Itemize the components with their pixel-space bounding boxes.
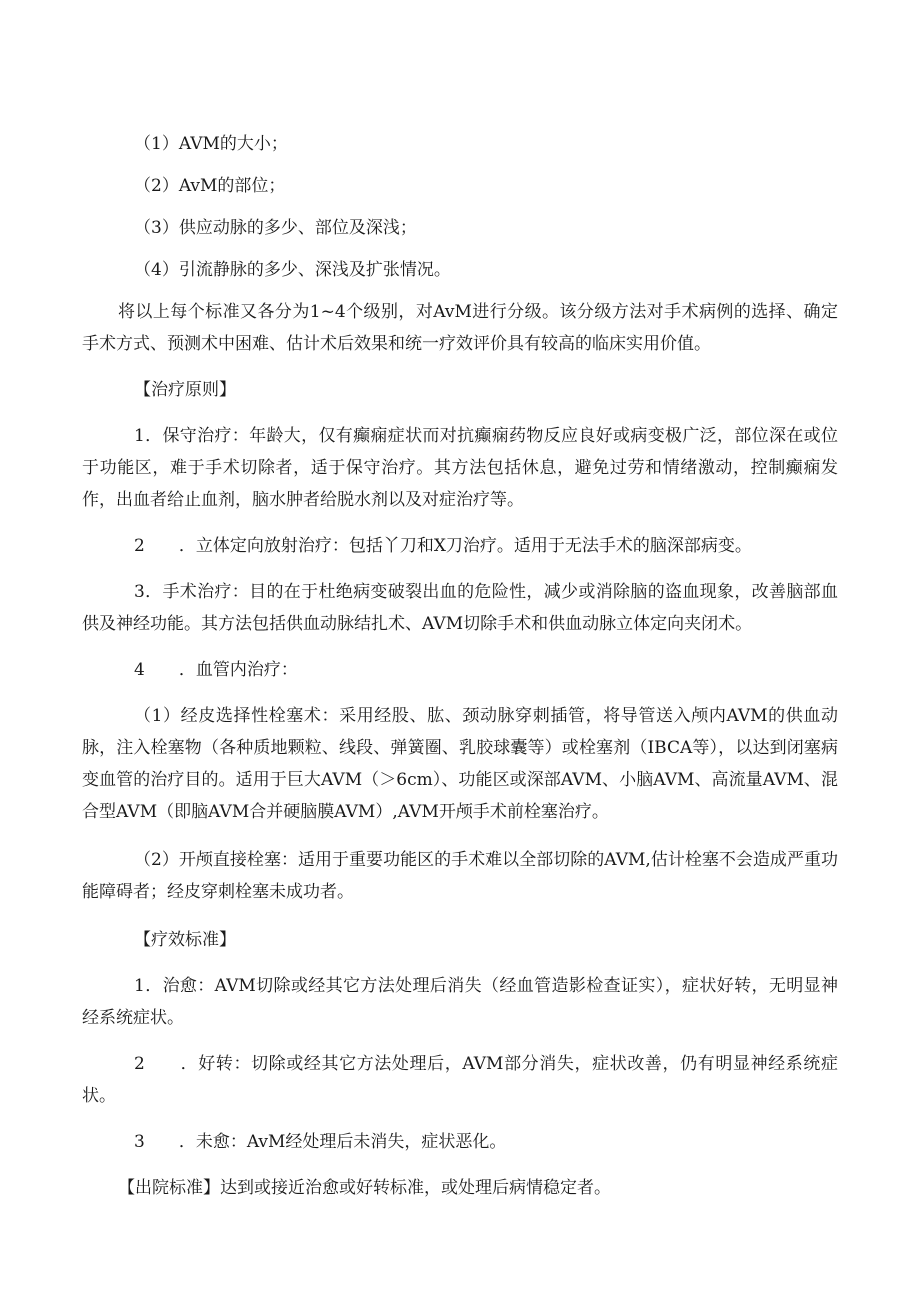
efficacy-improved: 2 ．好转：切除或经其它方法处理后，AVM部分消失，症状改善，仍有明显神经系统症状。 (82, 1054, 838, 1106)
efficacy-not-cured: 3 ．未愈：AvM经处理后未消失，症状恶化。 (134, 1132, 507, 1152)
grading-paragraph: 将以上每个标准又各分为1~4个级别，对AvM进行分级。该分级方法对手术病例的选择、确定手术方式、预测术中困难、估计术后效果和统一疗效评价具有较高的临床实用价值。 (82, 302, 838, 354)
treatment-surgery: 3．手术治疗：目的在于杜绝病变破裂出血的危险性，减少或消除脑的盗血现象，改善脑部血供及神经功能。其方法包括供血动脉结扎术、AVM切除手术和供血动脉立体定向夹闭术。 (82, 582, 838, 634)
criterion-draining-veins: （4）引流静脉的多少、深浅及扩张情况。 (134, 260, 451, 280)
efficacy-cured: 1．治愈：AVM切除或经其它方法处理后消失（经血管造影检查证实），症状好转，无明显神经系统症状。 (82, 976, 838, 1028)
document-body (82, 128, 838, 1204)
criterion-feeding-arteries: （3）供应动脉的多少、部位及深浅； (134, 218, 417, 238)
discharge-criteria: 【出院标准】达到或接近治愈或好转标准，或处理后病情稳定者。 (118, 1178, 611, 1198)
section-heading-treatment: 【治疗原则】 (134, 380, 236, 400)
section-heading-efficacy: 【疗效标准】 (134, 930, 236, 950)
treatment-radiosurgery: 2 ．立体定向放射治疗：包括丫刀和X刀治疗。适用于无法手术的脑深部病变。 (134, 536, 752, 556)
criterion-size: （1）AVM的大小； (134, 134, 288, 154)
endovascular-percutaneous: （1）经皮选择性栓塞术：采用经股、肱、颈动脉穿刺插管，将导管送入颅内AVM的供血动脉，注入栓塞物（各种质地颗粒、线段、弹簧圈、乳胶球囊等）或栓塞剂（IBCA等），以达到闭塞病变血管的治疗目的。适用于巨大AVM（＞6cm）、功能区或深部AVM、小脑AVM、高流量AVM、混合型AVM（即脑AVM合并硬脑膜AVM）,AVM开颅手术前栓塞治疗。 (82, 706, 838, 822)
treatment-conservative: 1．保守治疗：年龄大，仅有癫痫症状而对抗癫痫药物反应良好或病变极广泛，部位深在或位于功能区，难于手术切除者，适于保守治疗。其方法包括休息，避免过劳和情绪激动，控制癫痫发作，出血者给止血剂，脑水肿者给脱水剂以及对症治疗等。 (82, 426, 838, 510)
criterion-location: （2）AvM的部位； (134, 176, 286, 196)
treatment-endovascular: 4 ．血管内治疗： (134, 660, 298, 680)
endovascular-open: （2）开颅直接栓塞：适用于重要功能区的手术难以全部切除的AVM,估计栓塞不会造成严重功能障碍者；经皮穿刺栓塞未成功者。 (82, 850, 838, 902)
